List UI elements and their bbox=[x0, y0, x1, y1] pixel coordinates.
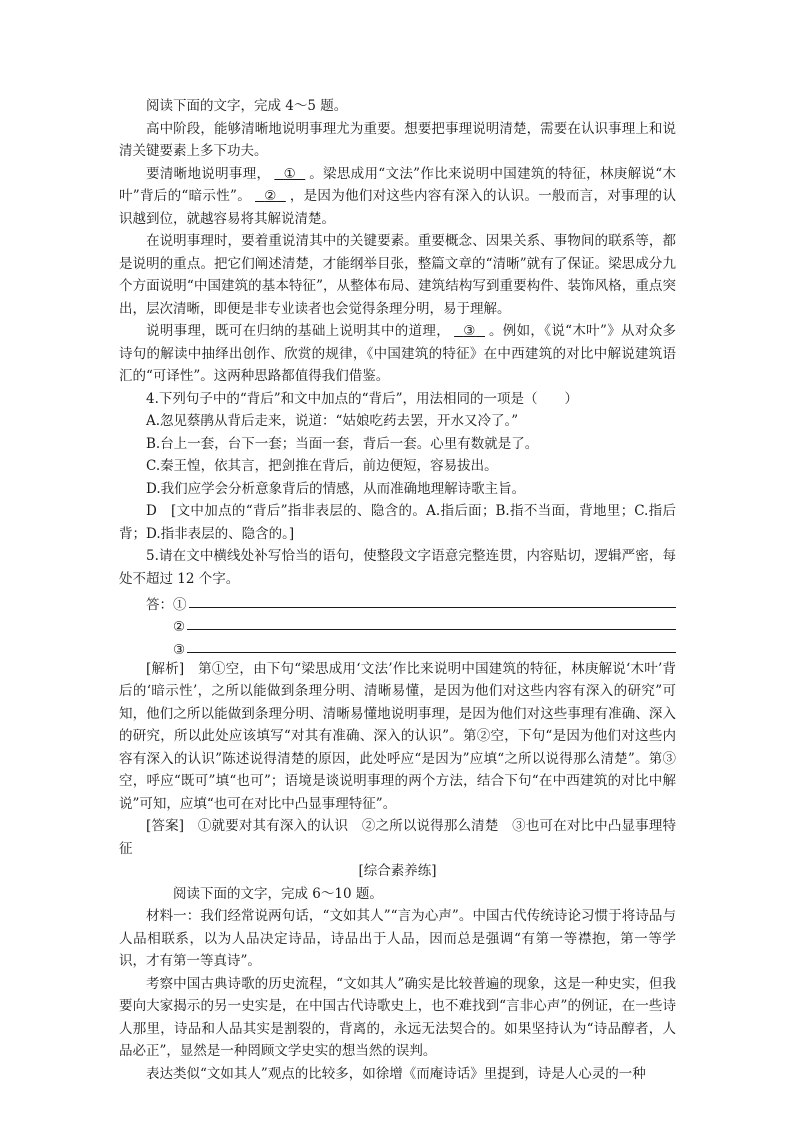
option-a: A.忽见蔡鹃从背后走来，说道：“姑娘吃药去罢，开水又冷了。” bbox=[146, 413, 519, 429]
answer-line-1[interactable]: 答：① bbox=[119, 590, 676, 613]
passage-paragraph: 要清晰地说明事理， ① 。梁思成用“文法”作比来说明中国建筑的特征，林庚解说“木叶”背后的“暗示性”。 ② ，是因为他们对这些内容有深入的认识。一般而言，对事理的认识越到位，就越容易将其解说清楚。 bbox=[119, 165, 676, 227]
question-5-analysis: [解析] 第①空，由下句“梁思成用‘文法’作比来说明中国建筑的特征，林庚解说‘木叶’背后的‘暗示性’，之所以能做到条理分明、清晰易懂，是因为他们对这些内容有深入的研究”可知，他们之所以能做到条理分明、清晰易懂地说明事理，是因为他们对这些事理有准确、深入的研究，所以此处应该填写“对其有准确、深入的认识”。第②空，下句“是因为他们对这些内容有深入的认识”陈述说得清楚的原因，此处呼应“是因为”应填“之所以说得那么清楚”。第③空，呼应“既可”填“也可”；语境是谈说明事理的两个方法，结合下句“在中西建筑的对比中解说”可知，应填“也可在对比中凸显事理特征”。 bbox=[119, 660, 676, 812]
passage-paragraph: 表达类似“文如其人”观点的比较多，如徐增《而庵诗话》里提到，诗是人心灵的一种 bbox=[146, 1065, 646, 1082]
option-c: C.秦王惶，依其言，把剑推在背后，前边便短，容易拔出。 bbox=[146, 458, 498, 474]
answer-label: [答案] bbox=[146, 818, 185, 834]
answer-line-2[interactable]: ② bbox=[119, 613, 676, 636]
passage-paragraph: 在说明事理时，要着重说清其中的关键要素。重要概念、因果关系、事物间的联系等，都是说明的重点。把它们阐述清楚，才能纲举目张，整篇文章的“清晰”就有了保证。梁思成分九个方面说明“中国建筑的基本特征”，从整体布局、建筑结构写到重要构件、装饰风格，重点突出，层次清晰，即便是非专业读者也会觉得条理分明，易于理解。 bbox=[119, 233, 676, 317]
answer-line-3[interactable]: ③ bbox=[119, 635, 676, 658]
reading-instruction: 阅读下面的文字，完成 4～5 题。 bbox=[146, 98, 348, 114]
question-5-stem: 5.请在文中横线处补写恰当的语句，使整段文字语意完整连贯，内容贴切，逻辑严密，每处不超过 12 个字。 bbox=[119, 548, 676, 587]
reading-instruction: 阅读下面的文字，完成 6～10 题。 bbox=[173, 885, 383, 902]
fill-blank-1: ① bbox=[283, 165, 296, 182]
passage-paragraph: 材料一：我们经常说两句话，“文如其人”“言为心声”。中国古代传统诗论习惯于将诗品与人品相联系，以为人品决定诗品，诗品出于人品，因而总是强调“有第一等襟抱，第一等学识，才有第一等真诗”。 bbox=[119, 908, 676, 969]
question-5-answer: [答案] ①就要对其有深入的认识 ②之所以说得那么清楚 ③也可在对比中凸显事理特征 bbox=[119, 818, 676, 857]
fill-blank-2: ② bbox=[264, 188, 277, 204]
question-4-stem: 4.下列句子中的“背后”和文中加点的“背后”，用法相同的一项是（ ） bbox=[146, 390, 578, 407]
option-d: D.我们应学会分析意象背后的情感，从而准确地理解诗歌主旨。 bbox=[146, 480, 526, 497]
passage-paragraph: 考察中国古典诗歌的历史流程，“文如其人”确实是比较普遍的现象，这是一种史实，但我要向大家揭示的另一史实是，在中国古代诗歌史上，也不难找到“言非心声”的例证，在一些诗人那里，诗品和人品其实是割裂的，背离的，永远无法契合的。如果坚持认为“诗品醇者，人品必正”，显然是一种罔顾文学史实的想当然的误判。 bbox=[119, 975, 676, 1059]
analysis-label: [解析] bbox=[146, 660, 185, 677]
fill-blank-3: ③ bbox=[463, 323, 476, 339]
passage-paragraph: 说明事理，既可在归纳的基础上说明其中的道理， ③ 。例如，《说“木叶”》从对众多诗句的解读中抽绎出创作、欣赏的规律，《中国建筑的特征》在中西建筑的对比中解说建筑语汇的“可译性”。这两种思路都值得我们借鉴。 bbox=[119, 323, 677, 384]
passage-paragraph: 高中阶段，能够清晰地说明事理尤为重要。想要把事理说明清楚，需要在认识事理上和说清关键要素上多下功夫。 bbox=[119, 120, 676, 159]
question-4-answer: D [文中加点的“背后”指非表层的、隐含的。A.指后面；B.指不当面，背地里；C.指后背；D.指非表层的、隐含的。] bbox=[119, 503, 676, 542]
section-heading: [综合素养练] bbox=[358, 863, 437, 879]
option-b: B.台上一套，台下一套；当面一套，背后一套。心里有数就是了。 bbox=[146, 435, 539, 452]
